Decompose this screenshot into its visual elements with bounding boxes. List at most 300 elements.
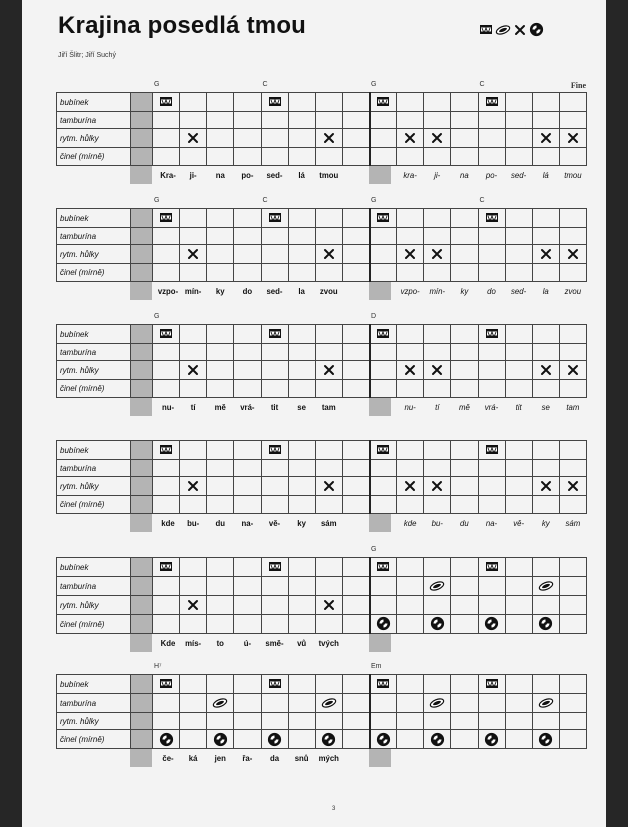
lyric-syllable: mín- [184,286,202,296]
cross-mark-icon [315,477,342,496]
drum-icon [478,93,505,112]
grid-cell [478,460,505,477]
instrument-row [57,380,587,397]
grid-cell [288,558,315,577]
cross-mark-icon [532,129,559,148]
grid-cell [505,596,532,615]
chord-row [56,545,586,557]
grid-cell [131,460,153,477]
pickup-bar [369,166,391,184]
pickup-bar [130,749,152,767]
chord-symbol: D [371,313,377,320]
tambourine-icon [424,577,451,596]
instrument-row [57,93,587,112]
lyric-syllable-repeat: ky [460,286,469,296]
grid-cell [397,112,424,129]
lyric-syllable-repeat: ky [541,518,550,528]
grid-cell [288,713,315,730]
chord-symbol: Em [371,663,382,670]
grid-cell [261,460,288,477]
grid-cell [207,577,234,596]
instrument-label: bubínek [57,441,131,460]
grid-cell [342,209,369,228]
grid-cell [559,380,586,397]
instrument-row [57,496,587,513]
grid-cell [234,615,261,634]
grid-cell [131,596,153,615]
grid-cell [207,264,234,281]
grid-cell [424,112,451,129]
grid-cell [397,694,424,713]
grid-cell [505,558,532,577]
grid-cell [559,615,586,634]
lyric-syllable-repeat: du [460,518,469,528]
grid-cell [370,477,397,496]
grid-cell [397,558,424,577]
grid-cell [370,228,397,245]
grid-cell [261,477,288,496]
grid-cell [315,325,342,344]
cross-mark-icon [397,129,424,148]
grid-cell [153,129,180,148]
lyric-syllable-repeat: do [487,286,496,296]
tambourine-icon [532,694,559,713]
grid-cell [532,441,559,460]
lyric-syllable: vů [297,639,307,648]
instrument-label: tamburína [57,694,131,713]
lyric-syllable: smě- [265,639,284,648]
grid-cell [234,93,261,112]
grid-cell [234,129,261,148]
grid-cell [315,209,342,228]
instrument-label: činel (mírně) [57,615,131,634]
lyric-syllable: do [242,286,253,296]
grid-cell [559,713,586,730]
grid-cell [505,713,532,730]
chord-symbol: C [262,197,268,204]
grid-cell [131,112,153,129]
grid-cell [288,730,315,749]
lyric-syllable: sám [320,518,337,528]
drum-icon [370,675,397,694]
grid-cell [451,361,478,380]
instrument-row [57,477,587,496]
lyric-syllable-repeat: tit [515,402,522,412]
instrument-label: rytm. hůlky [57,129,131,148]
cross-mark-icon [424,477,451,496]
grid-cell [342,694,369,713]
grid-cell [207,93,234,112]
grid-cell [397,496,424,513]
grid-cell [478,496,505,513]
grid-cell [131,577,153,596]
grid-cell [532,460,559,477]
grid-cell [424,675,451,694]
instrument-row [57,245,587,264]
grid-cell [559,441,586,460]
grid-cell [478,361,505,380]
grid-cell [532,380,559,397]
lyric-syllable: mě [214,402,226,412]
chord-symbol: G [371,546,377,553]
lyric-syllable: Kra- [160,170,176,180]
grid-cell [315,93,342,112]
notation-system [56,545,586,652]
grid-cell [370,713,397,730]
chord-row [56,80,586,92]
cross-mark-icon [397,477,424,496]
grid-cell [505,460,532,477]
cymbal-icon [315,730,342,749]
grid-cell [261,344,288,361]
grid-cell [288,112,315,129]
lyric-syllable-repeat: lá [542,170,549,180]
grid-cell [180,694,207,713]
instrument-row [57,264,587,281]
instrument-row [57,615,587,634]
grid-cell [505,264,532,281]
grid-cell [315,228,342,245]
grid-cell [532,675,559,694]
drum-icon [261,558,288,577]
lyric-syllable-repeat: mín- [429,286,446,296]
cymbal-icon [478,615,505,634]
grid-cell [451,577,478,596]
grid-cell [532,93,559,112]
tambourine-icon [532,577,559,596]
lyric-syllable-repeat: mě [458,402,470,412]
grid-cell [451,380,478,397]
grid-cell [153,148,180,165]
grid-cell [207,361,234,380]
grid-cell [180,380,207,397]
grid-cell [342,380,369,397]
cross-mark-icon [315,129,342,148]
grid-cell [451,694,478,713]
lyric-syllable: sed- [266,170,283,180]
grid-cell [207,209,234,228]
instrument-label: činel (mírně) [57,264,131,281]
grid-cell [505,245,532,264]
cross-mark-icon [397,361,424,380]
chord-row [56,662,586,674]
cymbal-icon [424,730,451,749]
chord-symbol: G [371,81,377,88]
lyric-syllable-repeat: nu- [404,402,416,412]
lyric-syllable: vrá- [240,402,255,412]
grid-cell [207,615,234,634]
grid-cell [207,460,234,477]
pickup-bar [130,282,152,300]
grid-cell [451,209,478,228]
grid-cell [559,209,586,228]
grid-cell [478,245,505,264]
grid-cell [342,93,369,112]
pickup-bar [130,166,152,184]
grid-cell [288,361,315,380]
grid-cell [559,264,586,281]
grid-cell [131,209,153,228]
grid-cell [478,380,505,397]
drum-icon [261,441,288,460]
grid-cell [451,441,478,460]
lyric-syllable-repeat: tam [566,402,580,412]
grid-cell [505,344,532,361]
grid-cell [451,148,478,165]
lyric-syllable-repeat: vzpo- [400,286,420,296]
grid-cell [234,596,261,615]
grid-cell [207,112,234,129]
chord-row [56,428,586,440]
grid-cell [131,441,153,460]
cymbal-icon [478,730,505,749]
grid-cell [424,441,451,460]
lyrics-row [56,166,586,184]
cross-mark-icon [397,245,424,264]
lyrics-row [56,514,586,532]
notation-system [56,428,586,532]
lyrics-row [56,749,586,767]
lyric-syllable: tmou [319,170,339,180]
grid-cell [342,577,369,596]
pickup-bar [130,634,152,652]
cross-mark-icon [180,129,207,148]
instrument-row [57,325,587,344]
grid-cell [342,460,369,477]
cross-mark-icon [424,129,451,148]
cymbal-icon [261,730,288,749]
instrument-label: rytm. hůlky [57,713,131,730]
grid-cell [261,148,288,165]
grid-cell [451,264,478,281]
drum-icon [261,209,288,228]
grid-cell [342,441,369,460]
grid-cell [342,615,369,634]
grid-cell [370,361,397,380]
cross-mark-icon [532,361,559,380]
drum-icon [261,675,288,694]
music-sheet [22,0,606,827]
grid-cell [342,496,369,513]
instrument-row [57,460,587,477]
grid-cell [180,615,207,634]
grid-cell [261,694,288,713]
grid-cell [180,344,207,361]
grid-cell [370,148,397,165]
lyric-syllable: tit [270,402,279,412]
lyric-syllable-repeat: na [460,170,469,180]
cross-mark-icon [424,361,451,380]
grid-cell [288,675,315,694]
grid-cell [342,361,369,380]
grid-cell [180,325,207,344]
grid-cell [559,675,586,694]
pickup-bar [130,398,152,416]
instrument-label: tamburína [57,344,131,361]
lyric-syllable: lá [298,170,305,180]
lyric-syllable: da [269,754,280,764]
grid-cell [451,325,478,344]
grid-cell [370,380,397,397]
grid-cell [370,596,397,615]
grid-cell [153,112,180,129]
grid-cell [131,264,153,281]
grid-cell [315,460,342,477]
drum-icon [153,675,180,694]
grid-cell [397,577,424,596]
grid-cell [505,148,532,165]
grid-cell [153,361,180,380]
grid-cell [153,380,180,397]
grid-cell [559,93,586,112]
grid-cell [559,558,586,577]
chord-row [56,196,586,208]
grid-cell [180,496,207,513]
grid-cell [180,148,207,165]
grid-cell [505,577,532,596]
drum-icon [370,441,397,460]
instrument-label: bubínek [57,93,131,112]
chord-symbol: G [371,197,377,204]
grid-cell [559,344,586,361]
grid-cell [315,380,342,397]
grid-cell [288,596,315,615]
lyric-syllable: po- [241,170,254,180]
grid-cell [234,148,261,165]
grid-cell [315,675,342,694]
grid-cell [288,694,315,713]
grid-cell [424,496,451,513]
lyric-syllable: na [215,170,225,180]
cymbal-icon [370,615,397,634]
grid-cell [288,460,315,477]
notation-system [56,312,586,416]
instrument-label: rytm. hůlky [57,596,131,615]
grid-cell [370,694,397,713]
grid-cell [131,129,153,148]
grid-cell [131,694,153,713]
fine-marker: Fine [570,81,586,90]
grid-cell [261,245,288,264]
grid-cell [559,325,586,344]
rhythm-grid [56,557,587,634]
instrument-label: činel (mírně) [57,148,131,165]
grid-cell [505,730,532,749]
lyric-syllable-repeat: tmou [564,170,582,180]
grid-cell [559,460,586,477]
grid-cell [234,325,261,344]
grid-cell [131,730,153,749]
grid-cell [131,477,153,496]
grid-cell [505,477,532,496]
grid-cell [397,209,424,228]
grid-cell [207,558,234,577]
grid-cell [397,615,424,634]
tambourine-icon [315,694,342,713]
instrument-row [57,361,587,380]
grid-cell [424,344,451,361]
grid-cell [342,730,369,749]
lyric-syllable: mých [318,754,339,764]
grid-cell [370,460,397,477]
grid-cell [180,264,207,281]
grid-cell [424,228,451,245]
grid-cell [288,577,315,596]
grid-cell [532,713,559,730]
grid-cell [261,112,288,129]
grid-cell [451,730,478,749]
pickup-bar [130,514,152,532]
grid-cell [397,344,424,361]
grid-cell [370,496,397,513]
grid-cell [234,675,261,694]
instrument-legend [480,22,544,37]
grid-cell [451,675,478,694]
grid-cell [131,558,153,577]
pickup-bar [369,514,391,532]
grid-cell [370,112,397,129]
grid-cell [207,344,234,361]
grid-cell [342,129,369,148]
instrument-label: bubínek [57,675,131,694]
cross-mark-icon [315,361,342,380]
grid-cell [559,694,586,713]
cymbal-icon [532,615,559,634]
grid-cell [559,496,586,513]
grid-cell [342,344,369,361]
lyric-syllable: la [298,286,305,296]
cross-mark-icon [559,129,586,148]
instrument-label: rytm. hůlky [57,245,131,264]
grid-cell [234,245,261,264]
drum-icon [370,325,397,344]
grid-cell [342,264,369,281]
grid-cell [397,713,424,730]
grid-cell [234,558,261,577]
grid-cell [505,112,532,129]
grid-cell [451,245,478,264]
lyric-syllable: se [297,402,306,412]
grid-cell [288,148,315,165]
grid-cell [261,228,288,245]
grid-cell [315,148,342,165]
grid-cell [478,228,505,245]
grid-cell [131,675,153,694]
grid-cell [478,577,505,596]
grid-cell [532,325,559,344]
cross-mark-icon [424,245,451,264]
grid-cell [424,93,451,112]
instrument-row [57,596,587,615]
grid-cell [559,228,586,245]
grid-cell [234,694,261,713]
grid-cell [261,496,288,513]
grid-cell [234,477,261,496]
instrument-label: bubínek [57,558,131,577]
grid-cell [478,596,505,615]
lyric-syllable: tí [190,402,196,412]
lyric-syllable: vě- [268,518,281,528]
grid-cell [180,460,207,477]
grid-cell [234,730,261,749]
cross-mark-icon [180,477,207,496]
grid-cell [451,558,478,577]
grid-cell [131,615,153,634]
grid-cell [397,325,424,344]
cross-mark-icon [315,245,342,264]
lyric-syllable: kde [161,518,175,528]
cross-mark-icon [559,245,586,264]
